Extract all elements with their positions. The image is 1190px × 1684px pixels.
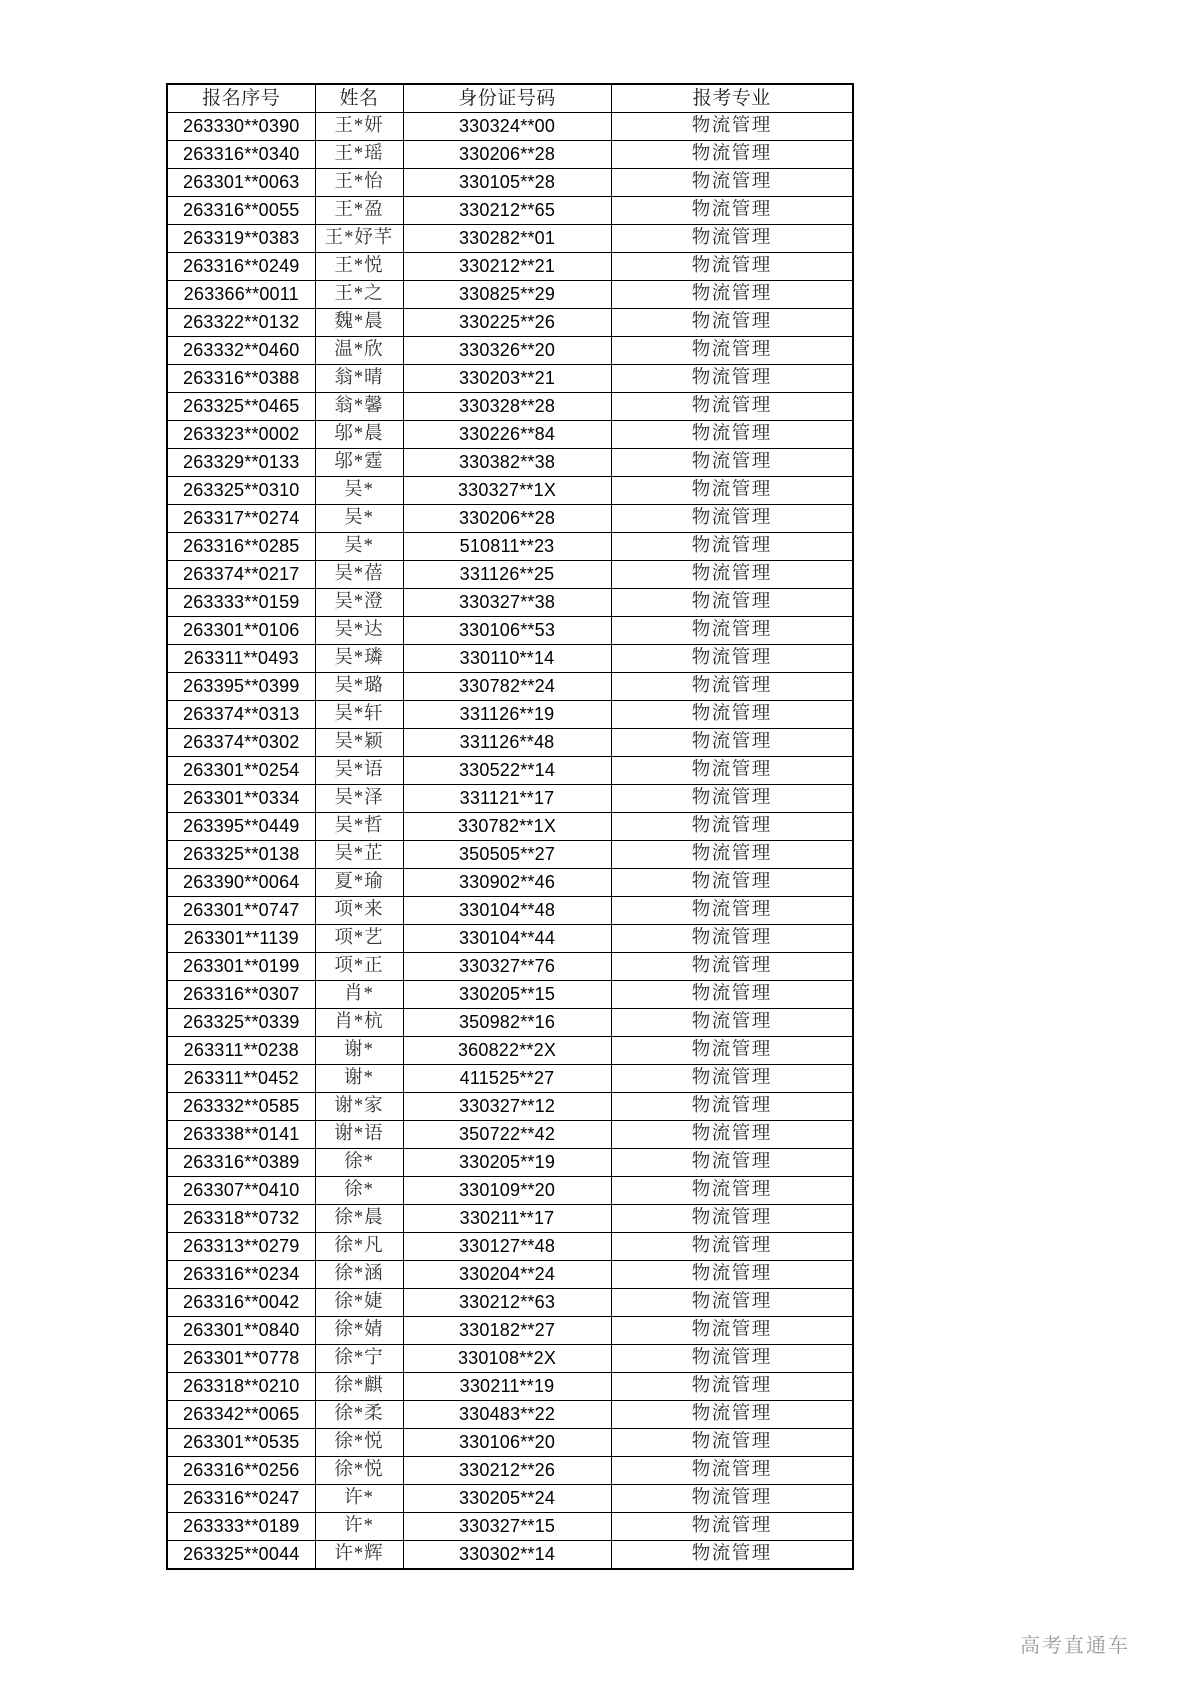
cell-seq: 263316**0388: [167, 365, 315, 393]
cell-seq: 263322**0132: [167, 309, 315, 337]
cell-seq: 263301**0106: [167, 617, 315, 645]
cell-major: 物流管理: [611, 925, 853, 953]
table-header-row: [167, 84, 853, 113]
cell-id-number: 330382**38: [403, 449, 611, 477]
cell-name: 吴*泽: [315, 785, 403, 813]
cell-id-number: 330212**63: [403, 1289, 611, 1317]
table-row: [167, 1261, 853, 1289]
table-row: [167, 449, 853, 477]
table-row: [167, 1401, 853, 1429]
cell-seq: 263301**0199: [167, 953, 315, 981]
cell-major: 物流管理: [611, 897, 853, 925]
cell-id-number: 330212**65: [403, 197, 611, 225]
cell-name: 魏*晨: [315, 309, 403, 337]
cell-id-number: 330206**28: [403, 505, 611, 533]
cell-seq: 263301**0063: [167, 169, 315, 197]
cell-major: 物流管理: [611, 1513, 853, 1541]
cell-name: 徐*晨: [315, 1205, 403, 1233]
cell-id-number: 330205**19: [403, 1149, 611, 1177]
cell-id-number: 330212**21: [403, 253, 611, 281]
cell-id-number: 350722**42: [403, 1121, 611, 1149]
cell-seq: 263318**0210: [167, 1373, 315, 1401]
cell-name: 王*怡: [315, 169, 403, 197]
cell-id-number: 330327**38: [403, 589, 611, 617]
cell-name: 项*艺: [315, 925, 403, 953]
cell-name: 徐*悦: [315, 1429, 403, 1457]
cell-name: 肖*: [315, 981, 403, 1009]
cell-id-number: 330106**53: [403, 617, 611, 645]
cell-major: 物流管理: [611, 1205, 853, 1233]
table-row: [167, 197, 853, 225]
cell-major: 物流管理: [611, 141, 853, 169]
cell-major: 物流管理: [611, 1485, 853, 1513]
table-row: [167, 1177, 853, 1205]
cell-major: 物流管理: [611, 757, 853, 785]
cell-id-number: 330825**29: [403, 281, 611, 309]
cell-id-number: 330328**28: [403, 393, 611, 421]
cell-id-number: 330327**1X: [403, 477, 611, 505]
cell-major: 物流管理: [611, 1037, 853, 1065]
cell-id-number: 330522**14: [403, 757, 611, 785]
cell-major: 物流管理: [611, 701, 853, 729]
cell-major: 物流管理: [611, 785, 853, 813]
cell-seq: 263311**0238: [167, 1037, 315, 1065]
cell-name: 夏*瑜: [315, 869, 403, 897]
roster-table-container: [166, 83, 852, 1570]
cell-name: 徐*: [315, 1149, 403, 1177]
cell-seq: 263323**0002: [167, 421, 315, 449]
cell-major: 物流管理: [611, 421, 853, 449]
cell-id-number: 331126**48: [403, 729, 611, 757]
cell-name: 项*正: [315, 953, 403, 981]
cell-seq: 263301**0334: [167, 785, 315, 813]
table-row: [167, 393, 853, 421]
cell-major: 物流管理: [611, 1009, 853, 1037]
cell-name: 吴*璐: [315, 673, 403, 701]
cell-id-number: 330211**17: [403, 1205, 611, 1233]
table-row: [167, 1513, 853, 1541]
cell-name: 翁*馨: [315, 393, 403, 421]
cell-seq: 263318**0732: [167, 1205, 315, 1233]
cell-id-number: 350505**27: [403, 841, 611, 869]
cell-seq: 263338**0141: [167, 1121, 315, 1149]
column-header-seq: 报名序号: [167, 84, 315, 113]
cell-id-number: 330324**00: [403, 113, 611, 141]
cell-seq: 263316**0042: [167, 1289, 315, 1317]
cell-name: 许*: [315, 1485, 403, 1513]
table-row: [167, 1149, 853, 1177]
cell-id-number: 330127**48: [403, 1233, 611, 1261]
cell-seq: 263319**0383: [167, 225, 315, 253]
cell-seq: 263342**0065: [167, 1401, 315, 1429]
cell-major: 物流管理: [611, 1457, 853, 1485]
cell-name: 谢*: [315, 1037, 403, 1065]
table-row: [167, 617, 853, 645]
table-row: [167, 1009, 853, 1037]
cell-name: 吴*: [315, 505, 403, 533]
cell-id-number: 330104**48: [403, 897, 611, 925]
cell-major: 物流管理: [611, 1149, 853, 1177]
cell-major: 物流管理: [611, 169, 853, 197]
cell-name: 王*瑶: [315, 141, 403, 169]
cell-seq: 263316**0285: [167, 533, 315, 561]
cell-major: 物流管理: [611, 113, 853, 141]
cell-seq: 263316**0055: [167, 197, 315, 225]
cell-major: 物流管理: [611, 197, 853, 225]
cell-id-number: 330902**46: [403, 869, 611, 897]
table-row: [167, 225, 853, 253]
cell-major: 物流管理: [611, 477, 853, 505]
cell-seq: 263301**1139: [167, 925, 315, 953]
cell-name: 王*之: [315, 281, 403, 309]
cell-major: 物流管理: [611, 729, 853, 757]
table-row: [167, 309, 853, 337]
cell-name: 许*: [315, 1513, 403, 1541]
table-row: [167, 1065, 853, 1093]
cell-seq: 263390**0064: [167, 869, 315, 897]
cell-name: 吴*轩: [315, 701, 403, 729]
cell-id-number: 350982**16: [403, 1009, 611, 1037]
table-row: [167, 337, 853, 365]
cell-id-number: 330105**28: [403, 169, 611, 197]
table-row: [167, 1093, 853, 1121]
cell-id-number: 330106**20: [403, 1429, 611, 1457]
cell-major: 物流管理: [611, 1093, 853, 1121]
cell-seq: 263301**0778: [167, 1345, 315, 1373]
cell-seq: 263307**0410: [167, 1177, 315, 1205]
cell-name: 吴*哲: [315, 813, 403, 841]
cell-major: 物流管理: [611, 673, 853, 701]
applicant-roster-table: [166, 83, 854, 1570]
cell-major: 物流管理: [611, 1373, 853, 1401]
cell-major: 物流管理: [611, 1289, 853, 1317]
table-row: [167, 505, 853, 533]
cell-name: 王*盈: [315, 197, 403, 225]
cell-name: 王*妍: [315, 113, 403, 141]
cell-major: 物流管理: [611, 1121, 853, 1149]
cell-id-number: 330211**19: [403, 1373, 611, 1401]
cell-id-number: 330782**1X: [403, 813, 611, 841]
table-row: [167, 813, 853, 841]
cell-id-number: 360822**2X: [403, 1037, 611, 1065]
column-header-major: 报考专业: [611, 84, 853, 113]
cell-major: 物流管理: [611, 589, 853, 617]
cell-major: 物流管理: [611, 505, 853, 533]
table-row: [167, 897, 853, 925]
cell-seq: 263325**0138: [167, 841, 315, 869]
table-row: [167, 757, 853, 785]
cell-id-number: 330212**26: [403, 1457, 611, 1485]
cell-id-number: 330205**15: [403, 981, 611, 1009]
cell-name: 徐*悦: [315, 1457, 403, 1485]
cell-id-number: 330182**27: [403, 1317, 611, 1345]
cell-name: 徐*麒: [315, 1373, 403, 1401]
cell-seq: 263301**0254: [167, 757, 315, 785]
cell-seq: 263330**0390: [167, 113, 315, 141]
cell-major: 物流管理: [611, 533, 853, 561]
cell-seq: 263325**0465: [167, 393, 315, 421]
cell-name: 邬*霆: [315, 449, 403, 477]
table-row: [167, 253, 853, 281]
table-row: [167, 477, 853, 505]
table-row: [167, 141, 853, 169]
table-row: [167, 1541, 853, 1570]
table-row: [167, 1289, 853, 1317]
cell-name: 徐*婕: [315, 1289, 403, 1317]
table-row: [167, 1429, 853, 1457]
cell-major: 物流管理: [611, 253, 853, 281]
table-row: [167, 533, 853, 561]
cell-name: 徐*: [315, 1177, 403, 1205]
table-row: [167, 113, 853, 141]
cell-seq: 263316**0256: [167, 1457, 315, 1485]
cell-id-number: 331121**17: [403, 785, 611, 813]
table-row: [167, 421, 853, 449]
cell-major: 物流管理: [611, 1261, 853, 1289]
cell-name: 谢*语: [315, 1121, 403, 1149]
cell-seq: 263333**0189: [167, 1513, 315, 1541]
cell-id-number: 330326**20: [403, 337, 611, 365]
cell-major: 物流管理: [611, 225, 853, 253]
cell-name: 温*欣: [315, 337, 403, 365]
table-row: [167, 561, 853, 589]
cell-seq: 263316**0234: [167, 1261, 315, 1289]
cell-major: 物流管理: [611, 841, 853, 869]
cell-major: 物流管理: [611, 365, 853, 393]
cell-seq: 263332**0460: [167, 337, 315, 365]
cell-id-number: 330204**24: [403, 1261, 611, 1289]
cell-id-number: 331126**25: [403, 561, 611, 589]
cell-name: 谢*家: [315, 1093, 403, 1121]
cell-id-number: 411525**27: [403, 1065, 611, 1093]
cell-name: 吴*语: [315, 757, 403, 785]
cell-name: 吴*: [315, 477, 403, 505]
table-row: [167, 1485, 853, 1513]
cell-major: 物流管理: [611, 813, 853, 841]
cell-id-number: 330225**26: [403, 309, 611, 337]
cell-id-number: 330282**01: [403, 225, 611, 253]
cell-id-number: 510811**23: [403, 533, 611, 561]
cell-seq: 263395**0449: [167, 813, 315, 841]
cell-seq: 263325**0339: [167, 1009, 315, 1037]
cell-seq: 263301**0535: [167, 1429, 315, 1457]
cell-id-number: 330206**28: [403, 141, 611, 169]
cell-major: 物流管理: [611, 869, 853, 897]
table-row: [167, 701, 853, 729]
cell-seq: 263329**0133: [167, 449, 315, 477]
table-row: [167, 365, 853, 393]
table-row: [167, 645, 853, 673]
cell-major: 物流管理: [611, 1065, 853, 1093]
table-row: [167, 981, 853, 1009]
table-row: [167, 729, 853, 757]
cell-major: 物流管理: [611, 1233, 853, 1261]
cell-name: 吴*达: [315, 617, 403, 645]
cell-major: 物流管理: [611, 1429, 853, 1457]
cell-major: 物流管理: [611, 953, 853, 981]
cell-major: 物流管理: [611, 1317, 853, 1345]
cell-name: 徐*柔: [315, 1401, 403, 1429]
cell-seq: 263316**0340: [167, 141, 315, 169]
cell-major: 物流管理: [611, 337, 853, 365]
column-header-name: 姓名: [315, 84, 403, 113]
cell-name: 徐*宁: [315, 1345, 403, 1373]
table-row: [167, 1345, 853, 1373]
cell-id-number: 330782**24: [403, 673, 611, 701]
table-row: [167, 1233, 853, 1261]
cell-id-number: 330302**14: [403, 1541, 611, 1570]
cell-name: 吴*颖: [315, 729, 403, 757]
cell-name: 肖*杭: [315, 1009, 403, 1037]
cell-name: 徐*凡: [315, 1233, 403, 1261]
cell-major: 物流管理: [611, 281, 853, 309]
watermark-text: 高考直通车: [1020, 1635, 1130, 1657]
cell-id-number: 330226**84: [403, 421, 611, 449]
cell-major: 物流管理: [611, 1401, 853, 1429]
cell-major: 物流管理: [611, 309, 853, 337]
cell-seq: 263325**0310: [167, 477, 315, 505]
cell-name: 吴*璘: [315, 645, 403, 673]
cell-id-number: 330109**20: [403, 1177, 611, 1205]
column-header-id-number: 身份证号码: [403, 84, 611, 113]
cell-name: 项*来: [315, 897, 403, 925]
cell-name: 王*妤芊: [315, 225, 403, 253]
cell-name: 徐*涵: [315, 1261, 403, 1289]
cell-seq: 263395**0399: [167, 673, 315, 701]
cell-seq: 263301**0840: [167, 1317, 315, 1345]
table-row: [167, 1317, 853, 1345]
cell-name: 翁*晴: [315, 365, 403, 393]
table-row: [167, 785, 853, 813]
cell-seq: 263317**0274: [167, 505, 315, 533]
cell-seq: 263332**0585: [167, 1093, 315, 1121]
cell-major: 物流管理: [611, 1541, 853, 1570]
cell-name: 吴*蓓: [315, 561, 403, 589]
cell-major: 物流管理: [611, 561, 853, 589]
cell-name: 吴*芷: [315, 841, 403, 869]
cell-major: 物流管理: [611, 617, 853, 645]
cell-seq: 263325**0044: [167, 1541, 315, 1570]
cell-seq: 263316**0389: [167, 1149, 315, 1177]
table-body: [167, 113, 853, 1570]
cell-seq: 263311**0452: [167, 1065, 315, 1093]
table-row: [167, 1373, 853, 1401]
cell-seq: 263333**0159: [167, 589, 315, 617]
cell-seq: 263374**0217: [167, 561, 315, 589]
cell-id-number: 330110**14: [403, 645, 611, 673]
cell-seq: 263374**0302: [167, 729, 315, 757]
table-row: [167, 281, 853, 309]
cell-name: 王*悦: [315, 253, 403, 281]
table-row: [167, 841, 853, 869]
cell-id-number: 330205**24: [403, 1485, 611, 1513]
cell-id-number: 330327**15: [403, 1513, 611, 1541]
cell-id-number: 331126**19: [403, 701, 611, 729]
cell-major: 物流管理: [611, 449, 853, 477]
cell-id-number: 330483**22: [403, 1401, 611, 1429]
cell-seq: 263311**0493: [167, 645, 315, 673]
cell-name: 邬*晨: [315, 421, 403, 449]
cell-id-number: 330327**12: [403, 1093, 611, 1121]
table-row: [167, 1037, 853, 1065]
cell-seq: 263313**0279: [167, 1233, 315, 1261]
cell-id-number: 330327**76: [403, 953, 611, 981]
table-row: [167, 1457, 853, 1485]
cell-major: 物流管理: [611, 1345, 853, 1373]
cell-seq: 263374**0313: [167, 701, 315, 729]
cell-seq: 263316**0249: [167, 253, 315, 281]
table-row: [167, 589, 853, 617]
table-row: [167, 1205, 853, 1233]
table-header: [167, 84, 853, 113]
cell-name: 徐*婧: [315, 1317, 403, 1345]
table-row: [167, 869, 853, 897]
table-row: [167, 1121, 853, 1149]
cell-id-number: 330203**21: [403, 365, 611, 393]
table-row: [167, 925, 853, 953]
cell-name: 谢*: [315, 1065, 403, 1093]
cell-major: 物流管理: [611, 393, 853, 421]
table-row: [167, 169, 853, 197]
cell-seq: 263366**0011: [167, 281, 315, 309]
cell-name: 吴*: [315, 533, 403, 561]
cell-seq: 263316**0247: [167, 1485, 315, 1513]
cell-id-number: 330104**44: [403, 925, 611, 953]
table-row: [167, 673, 853, 701]
cell-major: 物流管理: [611, 645, 853, 673]
cell-major: 物流管理: [611, 1177, 853, 1205]
cell-id-number: 330108**2X: [403, 1345, 611, 1373]
cell-name: 吴*澄: [315, 589, 403, 617]
cell-major: 物流管理: [611, 981, 853, 1009]
table-row: [167, 953, 853, 981]
cell-seq: 263301**0747: [167, 897, 315, 925]
cell-name: 许*辉: [315, 1541, 403, 1570]
cell-seq: 263316**0307: [167, 981, 315, 1009]
